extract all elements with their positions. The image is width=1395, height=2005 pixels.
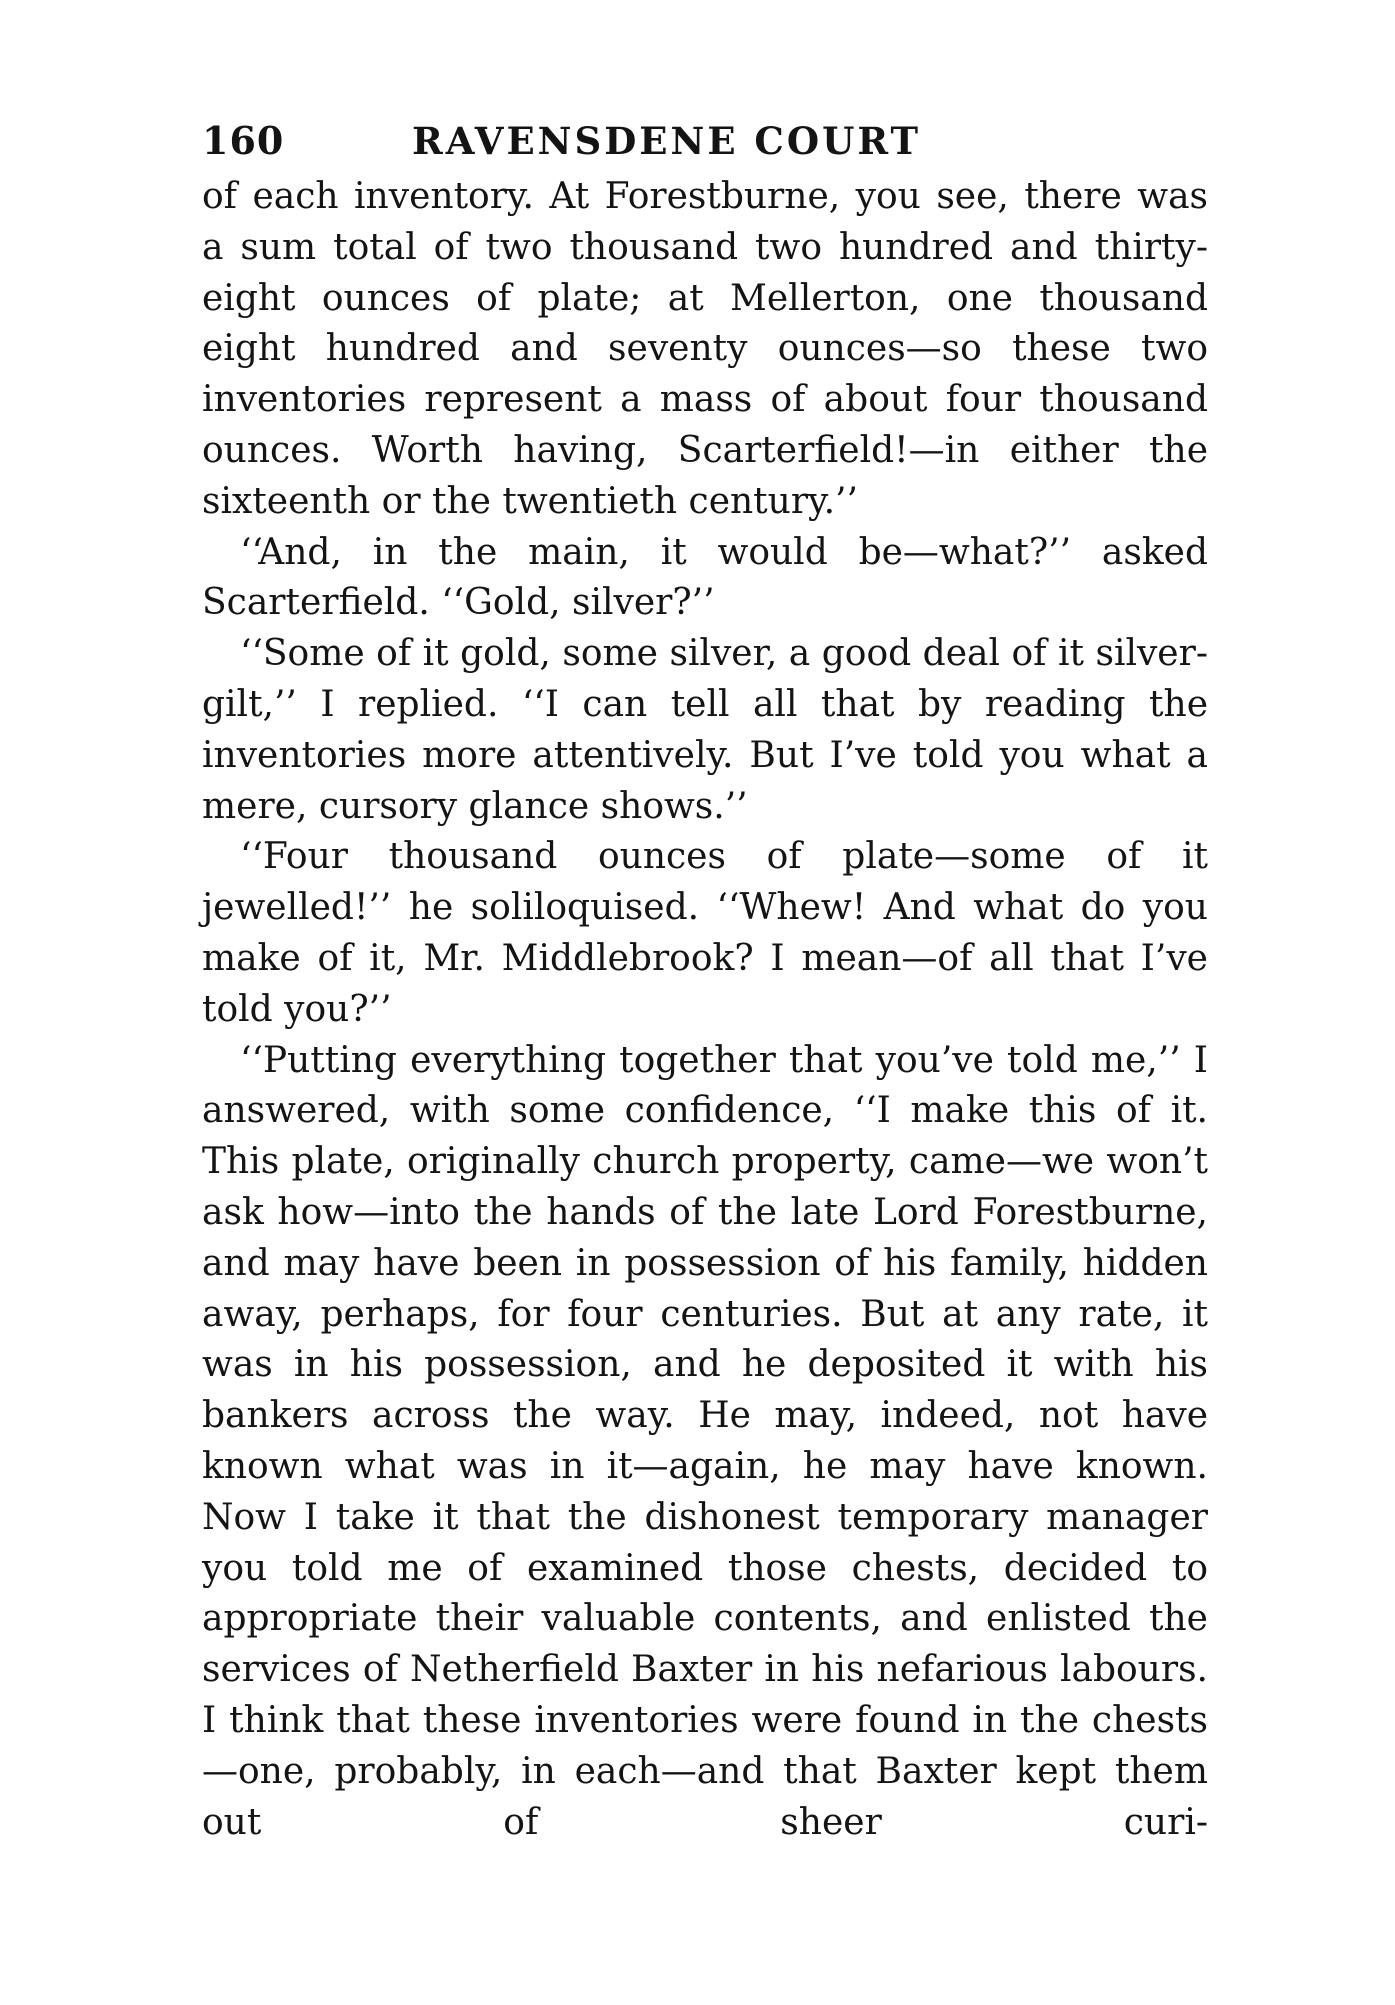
paragraph: ‘‘Putting everything together that you’ve told me,’’ I answered, with some confidence, ‘‘I make this of it. This plate, originally church property, came—we won’t ask how—into the hands of the late Lord Forestburne, and may have been in possession of his family, hidden away, perhaps, for four centuries. But at any rate, it was in his possession, and he deposited it with his bankers across the way. He may, indeed, not have known what was in it—again, he may have known. Now I take it that the dishonest temporary manager you told me of examined those chests, decided to appropriate their valuable contents, and enlisted the services of Netherfield Baxter in his nefarious labours. I think that these inventories were found in the chests—one, probably, in each—and that Baxter kept them out of sheer curi- xyxy=(202,1039,1208,1843)
paragraph: ‘‘Four thousand ounces of plate—some of it jewelled!’’ he soliloquised. ‘‘Whew! And what do you make of it, Mr. Middlebrook? I mean—of all that I’ve told you?’’ xyxy=(202,836,1208,1030)
running-title: RAVENSDENE COURT xyxy=(412,119,921,163)
paragraph-continuation: of each inventory. At Forestburne, you see, there was a sum total of two thousand two hundred and thirty-eight ounces of plate; at Mellerton, one thousand eight hundred and seventy ounces—so these two inventories represent a mass of about four thousand ounces. Worth having, Scarterfield!—in either the sixteenth or the twentieth century.’’ xyxy=(202,176,1208,522)
page-number: 160 xyxy=(202,118,285,163)
page-header xyxy=(202,118,1208,166)
paragraph: ‘‘And, in the main, it would be—what?’’ asked Scarterfield. ‘‘Gold, silver?’’ xyxy=(202,531,1208,624)
paragraph: ‘‘Some of it gold, some silver, a good deal of it silver-gilt,’’ I replied. ‘‘I can tell all that by reading the inventories more attentively. But I’ve told you what a mere, cursory glance shows.’’ xyxy=(202,633,1208,827)
book-page xyxy=(202,118,1208,1848)
